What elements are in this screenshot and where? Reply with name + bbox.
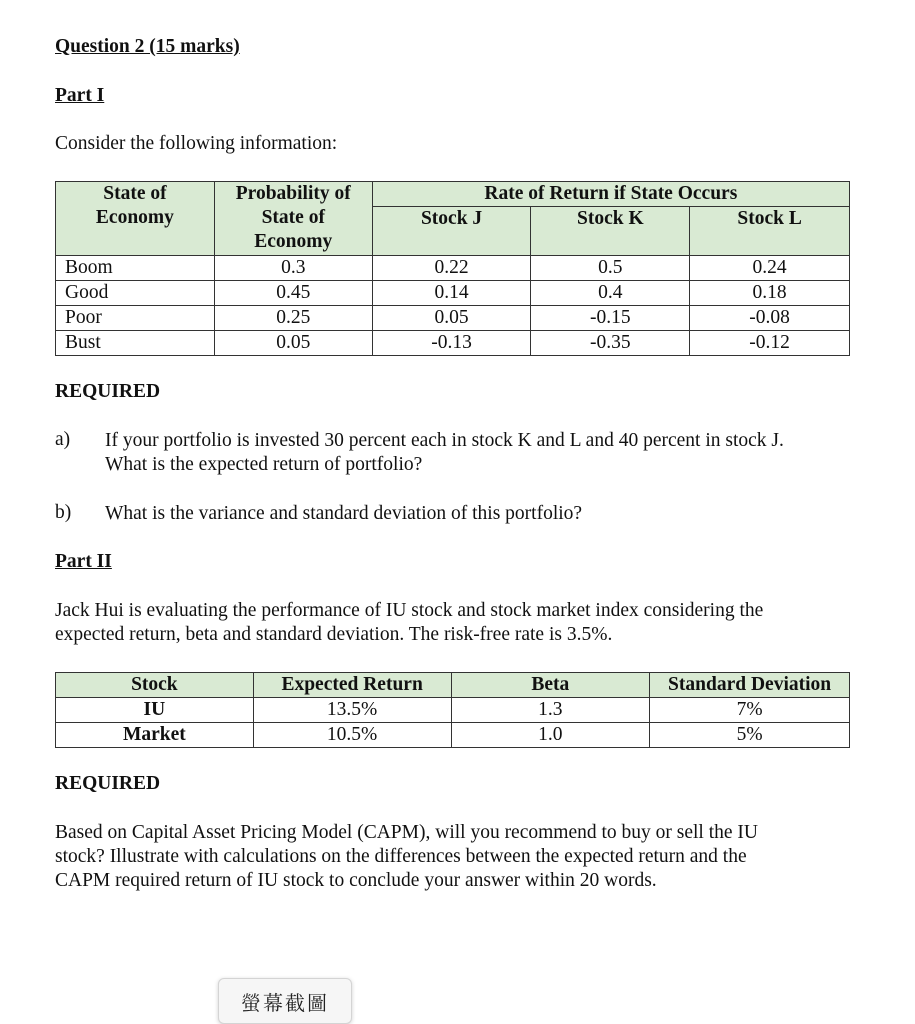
part2-intro-line2: expected return, beta and standard deviation. The risk-free rate is 3.5%. <box>55 624 613 645</box>
return-l-cell: 0.18 <box>690 281 850 306</box>
header-state-line1: State of <box>103 183 167 204</box>
header-state <box>56 182 215 256</box>
header-prob-line3: Economy <box>254 231 333 252</box>
part1-heading: Part I <box>55 85 105 106</box>
header-probability <box>214 182 372 256</box>
capm-table <box>55 672 850 748</box>
header-expected-return: Expected Return <box>253 673 451 698</box>
prob-cell: 0.25 <box>214 306 372 331</box>
header-beta: Beta <box>451 673 650 698</box>
returns-table <box>55 181 850 356</box>
expected-return-cell: 13.5% <box>253 698 451 723</box>
question-a-line2: What is the expected return of portfolio? <box>105 454 423 475</box>
question-a-line1: If your portfolio is invested 30 percent each in stock K and L and 40 percent in stock J. <box>105 430 784 451</box>
header-prob-line1: Probability of <box>235 183 351 204</box>
header-stock-k: Stock K <box>531 207 690 256</box>
return-k-cell: -0.35 <box>531 331 690 356</box>
table-row <box>56 306 850 331</box>
return-j-cell: -0.13 <box>372 331 531 356</box>
header-state-line2: Economy <box>95 207 174 228</box>
std-dev-cell: 5% <box>650 723 850 748</box>
return-l-cell: -0.08 <box>690 306 850 331</box>
return-l-cell: -0.12 <box>690 331 850 356</box>
screenshot-button[interactable]: 螢幕截圖 <box>218 978 352 1024</box>
question-b-text: What is the variance and standard deviation of this portfolio? <box>105 503 583 524</box>
part2-question-line2: stock? Illustrate with calculations on the differences between the expected return and the <box>55 846 747 867</box>
stock-cell: Market <box>56 723 254 748</box>
state-cell: Bust <box>56 331 215 356</box>
beta-cell: 1.0 <box>451 723 650 748</box>
question-title: Question 2 (15 marks) <box>55 36 240 57</box>
part2-question-line3: CAPM required return of IU stock to conclude your answer within 20 words. <box>55 870 657 891</box>
expected-return-cell: 10.5% <box>253 723 451 748</box>
header-stock-j: Stock J <box>372 207 531 256</box>
header-rate-group: Rate of Return if State Occurs <box>372 182 849 207</box>
return-k-cell: 0.5 <box>531 256 690 281</box>
part2-intro-line1: Jack Hui is evaluating the performance of IU stock and stock market index considering the <box>55 600 764 621</box>
part2-required: REQUIRED <box>55 773 161 794</box>
stock-cell: IU <box>56 698 254 723</box>
table-row <box>56 256 850 281</box>
header-stock-l: Stock L <box>690 207 850 256</box>
table-row <box>56 331 850 356</box>
return-k-cell: 0.4 <box>531 281 690 306</box>
question-a-label: a) <box>55 429 71 450</box>
beta-cell: 1.3 <box>451 698 650 723</box>
question-b-label: b) <box>55 502 72 523</box>
table-row <box>56 281 850 306</box>
part2-heading: Part II <box>55 551 112 572</box>
table-row <box>56 698 850 723</box>
prob-cell: 0.3 <box>214 256 372 281</box>
prob-cell: 0.45 <box>214 281 372 306</box>
state-cell: Good <box>56 281 215 306</box>
return-j-cell: 0.14 <box>372 281 531 306</box>
return-l-cell: 0.24 <box>690 256 850 281</box>
part1-intro: Consider the following information: <box>55 133 338 154</box>
part2-intro <box>55 599 875 647</box>
part2-question-line1: Based on Capital Asset Pricing Model (CAPM), will you recommend to buy or sell the IU <box>55 822 758 843</box>
state-cell: Boom <box>56 256 215 281</box>
state-cell: Poor <box>56 306 215 331</box>
header-prob-line2: State of <box>261 207 325 228</box>
prob-cell: 0.05 <box>214 331 372 356</box>
capm-header-row <box>56 673 850 698</box>
part1-required: REQUIRED <box>55 381 161 402</box>
table-row <box>56 723 850 748</box>
part2-question <box>55 821 875 893</box>
header-stock: Stock <box>56 673 254 698</box>
std-dev-cell: 7% <box>650 698 850 723</box>
header-std-dev: Standard Deviation <box>650 673 850 698</box>
return-j-cell: 0.05 <box>372 306 531 331</box>
return-k-cell: -0.15 <box>531 306 690 331</box>
return-j-cell: 0.22 <box>372 256 531 281</box>
question-a-text <box>105 429 865 477</box>
returns-header-row-1 <box>56 182 850 207</box>
